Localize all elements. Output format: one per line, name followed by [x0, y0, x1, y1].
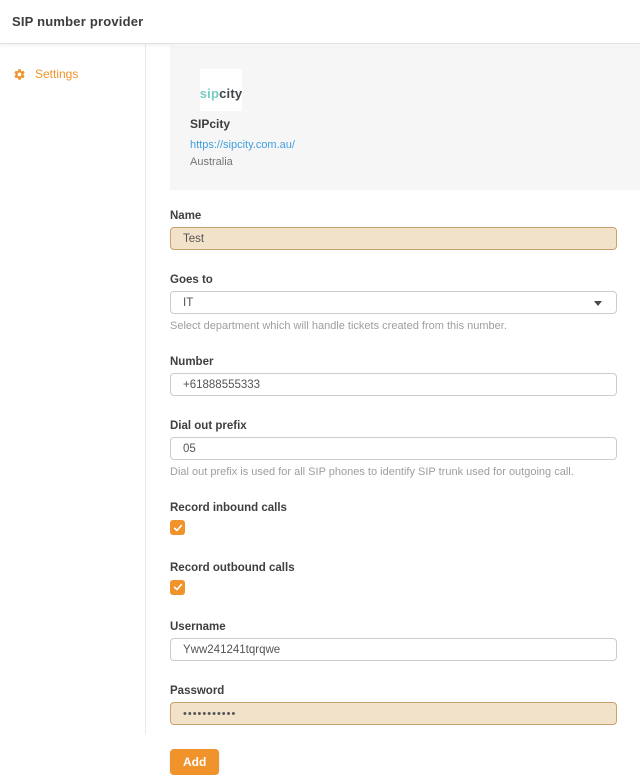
dial-out-prefix-help-text: Dial out prefix is used for all SIP phones to identify SIP trunk used for outgoing call.: [170, 466, 574, 478]
username-input[interactable]: [170, 638, 617, 661]
number-field-group: [170, 356, 617, 396]
add-button[interactable]: Add: [170, 749, 219, 775]
goes-to-selected-value: IT: [183, 296, 194, 309]
sidebar: [0, 44, 146, 734]
password-field-group: [170, 685, 617, 725]
username-label: Username: [170, 621, 226, 633]
check-icon: [173, 582, 183, 592]
sip-number-form: [170, 210, 640, 775]
provider-info-card: [170, 46, 640, 190]
sipcity-logo-text: sipcity: [199, 86, 243, 101]
sidebar-item-label: Settings: [35, 67, 79, 81]
goes-to-select[interactable]: [170, 291, 617, 314]
name-label: Name: [170, 210, 202, 222]
record-outbound-group: [170, 562, 617, 596]
record-outbound-label: Record outbound calls: [170, 561, 295, 574]
password-label: Password: [170, 685, 225, 697]
main-content: [146, 44, 640, 769]
name-field-group: [170, 210, 617, 250]
sidebar-item-settings[interactable]: [0, 61, 145, 87]
password-input[interactable]: [170, 702, 617, 725]
record-outbound-checkbox[interactable]: [170, 580, 185, 595]
dial-out-prefix-input[interactable]: [170, 437, 617, 460]
record-inbound-checkbox[interactable]: [170, 520, 185, 535]
number-input[interactable]: [170, 373, 617, 396]
goes-to-field-group: [170, 274, 617, 332]
content-row: [0, 44, 640, 769]
number-label: Number: [170, 356, 214, 368]
provider-name: SIPcity: [190, 117, 231, 131]
check-icon: [173, 523, 183, 533]
record-inbound-label: Record inbound calls: [170, 502, 287, 514]
dial-out-prefix-field-group: [170, 420, 617, 478]
gear-icon: [13, 68, 26, 81]
record-inbound-group: [170, 502, 617, 536]
provider-url-link[interactable]: https://sipcity.com.au/: [190, 139, 295, 151]
username-field-group: [170, 621, 617, 661]
name-input[interactable]: [170, 227, 617, 250]
chevron-down-icon: [594, 301, 602, 306]
goes-to-help-text: Select department which will handle tickets created from this number.: [170, 320, 507, 332]
dial-out-prefix-label: Dial out prefix: [170, 420, 247, 432]
page-title: SIP number provider: [12, 14, 144, 29]
provider-country: Australia: [190, 156, 233, 168]
sipcity-logo: [200, 69, 242, 111]
goes-to-label: Goes to: [170, 274, 213, 286]
page-header: [0, 0, 640, 44]
